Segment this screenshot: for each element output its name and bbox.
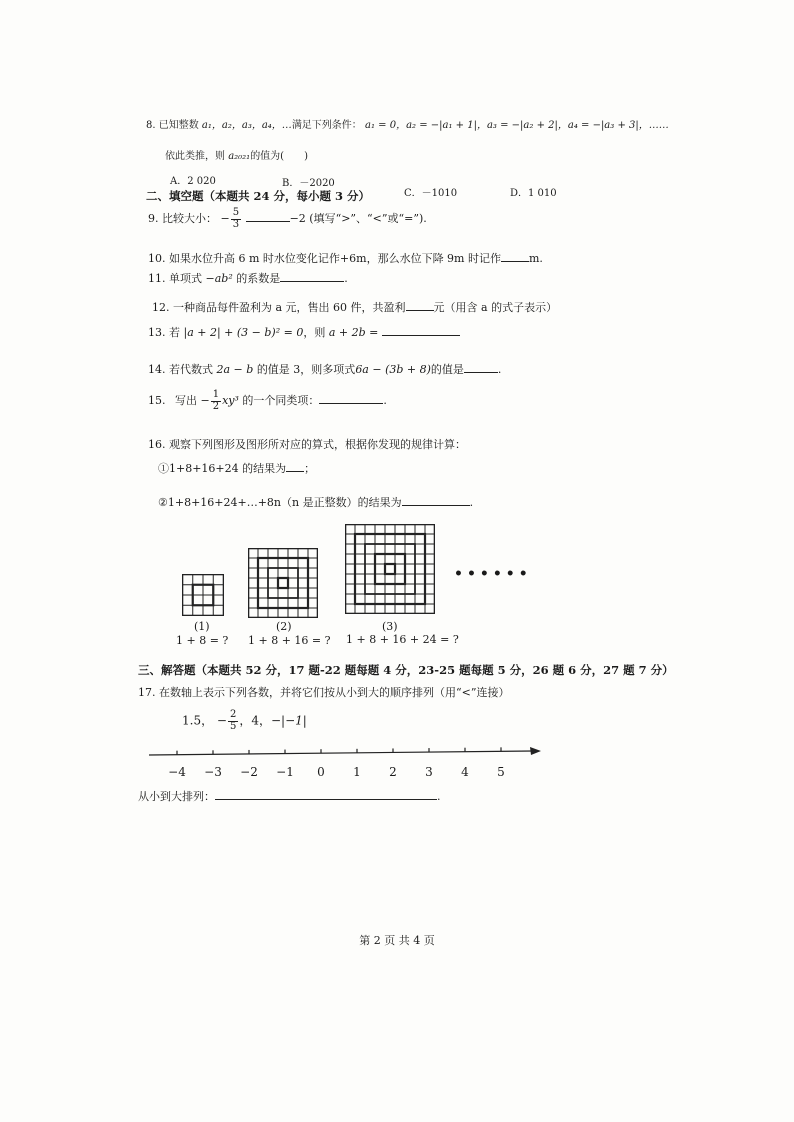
q9-fraction [231,208,241,230]
q17-tick-label: −1 [276,765,294,779]
q17-order-label: 从小到大排列： [138,790,215,803]
q17-tick-label: 1 [353,765,361,779]
q17-tick-label: −3 [204,765,222,779]
q17-num-3: ，4， [239,713,271,728]
q14-answer-blank[interactable] [464,362,498,373]
q11-tail: . [344,272,348,285]
q17-axis-line [149,751,533,755]
q13-number: 13. [148,326,166,339]
q16-line [148,436,466,452]
q17-tick-label: −4 [168,765,186,779]
q15-text-b: 的一个同类项： [242,394,320,407]
q8-line2-text-b: 的值为( ) [250,151,308,162]
q8-text-a: 已知整数 [158,120,199,131]
q12-text: 一种商品每件盈利为 a 元，售出 60 件，共盈利 [173,301,406,314]
q15-line [148,390,387,412]
q8-text-b: 满足下列条件： [291,120,362,131]
q16-sub2-blank[interactable] [402,495,470,506]
q17-order-tail: . [437,790,441,803]
q17-number-line [145,740,545,782]
q13-text-b: ，则 [303,326,326,339]
q16-caption-1: (1) [194,620,210,633]
q16-sub1-blank[interactable] [286,461,304,472]
q15-frac-den: 2 [212,400,220,412]
q8-option-d: D．1 010 [510,188,557,199]
q17-num-4: −|−1| [271,713,307,728]
q17-tick-label: 5 [497,765,505,779]
q16-sub1-tail: ； [304,462,316,475]
q17-tick-label: 4 [461,765,469,779]
q9-line [148,208,427,230]
q8-conditions: a₁ = 0，a₂ = −|a₁ + 1|，a₃ = −|a₂ + 2|，a₄ = −|a₃ + 3|，…… [365,120,669,131]
q17-tick-label: 2 [389,765,397,779]
q9-frac-den: 3 [232,218,240,230]
q9-number: 9. [148,212,159,225]
q16-sub2-tail: . [469,496,474,509]
q12-line [152,299,557,315]
q10-line [148,250,543,266]
q8-line2 [165,147,308,162]
q16-equation-3: 1 + 8 + 16 + 24 = ? [346,633,459,646]
q14-expr2: 6a − (3b + 8) [355,363,431,376]
q8-line2-text-a: 依此类推，则 [165,151,225,162]
q11-expr: −ab² [205,272,233,285]
q9-neg-sign: − [220,212,230,225]
q10-answer-blank[interactable] [501,251,529,262]
q14-line [148,361,501,377]
q17-numbers [182,710,307,732]
q16-sub1-text: ①1+8+16+24 的结果为 [158,462,287,475]
q10-tail: m. [529,252,543,265]
q8-sequence: a₁，a₂，a₃，a₄，… [201,120,292,131]
q9-text-a: 比较大小： [162,212,217,225]
q8-option-c: C．－1010 [404,188,458,199]
q8-option-b: B．－2020 [282,178,335,189]
q14-text-c: 的值是 [430,363,464,376]
q15-answer-blank[interactable] [319,393,383,404]
q9-answer-blank[interactable] [246,211,290,222]
q14-number: 14. [148,363,166,376]
q16-number: 16. [148,438,166,451]
q16-figure-2 [248,548,318,618]
q17-order-line [138,788,441,804]
q17-order-blank[interactable] [215,789,437,800]
q13-text-c: a + 2b = [328,326,379,339]
q17-neg-sign: − [216,713,227,728]
q12-answer-blank[interactable] [406,300,434,311]
q14-text-b: 的值是 3，则多项式 [256,363,356,376]
q16-equation-1: 1 + 8 = ? [176,634,229,647]
q17-tick-label: −2 [240,765,258,779]
section-3-title: 三、解答题（本题共 52 分，17 题-22 题每题 4 分，23-25 题每题 5 分，26 题 6 分，27 题 7 分） [138,663,674,677]
q15-var: xy³ [222,394,239,407]
q17-frac-num: 2 [229,709,237,720]
q17-tick-label: 0 [317,765,325,779]
q17-frac-den: 5 [229,720,237,732]
q15-tail: . [383,394,387,407]
q8-option-a: A．2 020 [170,176,216,187]
q11-answer-blank[interactable] [280,271,344,282]
q15-frac-num: 1 [212,389,220,400]
q15-fraction [211,390,221,412]
q8-line2-var: a₂₀₂₁ [228,151,251,162]
q16-figure-1 [182,574,224,616]
q16-caption-3: (3) [382,620,398,633]
q12-tail: 元（用含 a 的式子表示） [433,301,558,314]
q16-text: 观察下列图形及图形所对应的算式，根据你发现的规律计算： [169,438,466,451]
q11-line [148,270,348,286]
q9-text-b: −2 (填写“>”、“<”或“=”). [289,212,427,225]
q13-text-a: 若 [169,326,180,339]
q16-equation-2: 1 + 8 + 16 = ? [248,634,331,647]
q16-caption-2: (2) [276,620,292,633]
q17-tick-label: 3 [425,765,433,779]
q11-text-a: 单项式 [169,272,202,285]
q17-number: 17. [138,686,156,699]
q13-expr: |a + 2| + (3 − b)² = 0 [183,326,304,339]
q17-fraction [228,710,238,732]
q16-sub1 [158,460,315,476]
q13-line [148,324,460,340]
q11-text-b: 的系数是 [236,272,281,285]
q17-num-1: 1.5， [182,713,214,728]
q10-text: 如果水位升高 6 m 时水位变化记作+6m，那么水位下降 9m 时记作 [169,252,501,265]
q17-text: 在数轴上表示下列各数，并将它们按从小到大的顺序排列（用“<”连接） [159,686,510,699]
q17-line [138,684,509,700]
q8-line1 [146,116,669,131]
q10-number: 10. [148,252,166,265]
section-2-title: 二、填空题（本题共 24 分，每小题 3 分） [146,189,371,203]
q16-sub2 [158,494,473,510]
q13-answer-blank[interactable] [382,325,460,336]
q12-number: 12. [152,301,170,314]
q14-tail: . [497,363,502,376]
q15-neg-sign: − [200,394,210,407]
q9-frac-num: 5 [232,207,240,218]
q14-expr1: 2a − b [216,363,254,376]
q8-number: 8. [146,120,156,131]
q15-number: 15. [148,394,166,407]
q15-text-a: 写出 [175,394,197,407]
q14-text-a: 若代数式 [169,363,213,376]
q17-axis-arrow [530,747,541,755]
q16-sub2-text: ②1+8+16+24+…+8n（n 是正整数）的结果为 [158,496,402,509]
page-number: 第 2 页 共 4 页 [359,934,435,947]
q16-figure-3 [345,524,435,614]
q16-continuation-dots: •••••• [454,566,532,582]
q11-number: 11. [148,272,166,285]
